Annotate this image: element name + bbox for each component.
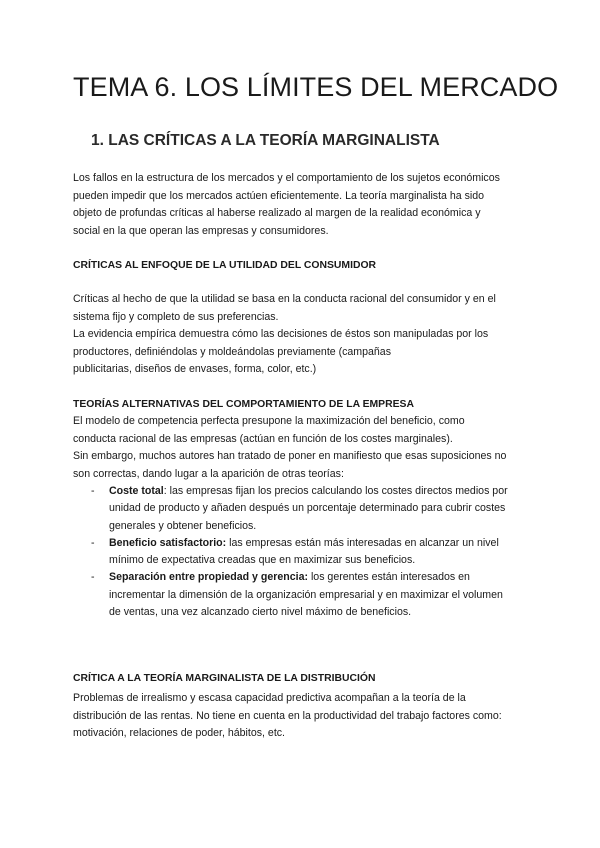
text-line: Críticas al hecho de que la utilidad se basa en la conducta racional del consumidor y en el — [73, 293, 496, 305]
text-line: productores, definiéndolas y moldeándolas previamente (campañas — [73, 345, 391, 358]
dash-bullet: - — [91, 571, 95, 584]
item-text: unidad de producto y añaden después un porcentaje determinado para cubrir costes — [109, 502, 506, 515]
list-item — [73, 535, 533, 570]
firm-paragraph — [73, 413, 533, 483]
text-line: Problemas de irrealismo y escasa capacidad predictiva acompañan a la teoría de la — [73, 692, 466, 704]
text-line: Los fallos en la estructura de los mercados y el comportamiento de los sujetos económicos — [73, 172, 500, 184]
text-line: motivación, relaciones de poder, hábitos, etc. — [73, 727, 285, 739]
distribution-paragraph — [73, 690, 533, 743]
text-line: Sin embargo, muchos autores han tratado de poner en manifiesto que esas suposiciones no — [73, 450, 507, 462]
item-text: las empresas están más interesadas en alcanzar un nivel — [226, 536, 499, 549]
item-text: generales y obtener beneficios. — [109, 519, 257, 532]
text-line: pueden impedir que los mercados actúen eficientemente. La teoría marginalista ha sido — [73, 189, 485, 202]
text-line: La evidencia empírica demuestra cómo las decisiones de éstos son manipuladas por los — [73, 328, 489, 340]
distribution-heading: CRÍTICA A LA TEORÍA MARGINALISTA DE LA DISTRIBUCIÓN — [73, 673, 376, 684]
text-line: El modelo de competencia perfecta presupone la maximización del beneficio, como — [73, 415, 465, 427]
dash-bullet: - — [91, 536, 95, 549]
text-line: social en la que operan las empresas y consumidores. — [73, 224, 329, 237]
item-term: Beneficio satisfactorio: — [109, 536, 227, 549]
text-line: sistema fijo y completo de sus preferencias. — [73, 310, 279, 323]
item-term: Coste total — [109, 485, 164, 497]
dash-bullet: - — [91, 485, 95, 497]
item-text: : las empresas fijan los precios calculando los costes directos medios por — [163, 485, 508, 497]
item-text: incrementar la dimensión de la organización empresarial y en maximizar el volumen — [109, 588, 503, 601]
item-text: mínimo de expectativa creadas que en maximizar sus beneficios. — [109, 554, 416, 567]
list-item — [73, 569, 533, 621]
item-term: Separación entre propiedad y gerencia: — [109, 571, 308, 584]
text-line: objeto de profundas críticas al haberse realizado al margen de la realidad económica y — [73, 207, 481, 219]
document-title: TEMA 6. LOS LÍMITES DEL MERCADO — [73, 72, 559, 102]
consumer-paragraph — [73, 291, 533, 379]
item-text: los gerentes están interesados en — [308, 571, 470, 584]
text-line: distribución de las rentas. No tiene en cuenta en la productividad del trabajo factores como: — [73, 709, 502, 722]
text-line: son correctas, dando lugar a la aparición de otras teorías: — [73, 467, 344, 480]
consumer-heading: CRÍTICAS AL ENFOQUE DE LA UTILIDAD DEL CONSUMIDOR — [73, 260, 377, 271]
item-text: de ventas, una vez alcanzado cierto nivel máximo de beneficios. — [109, 606, 412, 619]
section-title: 1. LAS CRÍTICAS A LA TEORÍA MARGINALISTA — [91, 132, 440, 149]
text-line: publicitarias, diseños de envases, forma, color, etc.) — [73, 363, 317, 375]
theories-list — [73, 483, 533, 621]
text-line: conducta racional de las empresas (actúan en función de los costes marginales). — [73, 432, 453, 445]
list-item — [73, 483, 533, 535]
intro-paragraph — [73, 170, 533, 240]
firm-heading: TEORÍAS ALTERNATIVAS DEL COMPORTAMIENTO DE LA EMPRESA — [73, 399, 414, 410]
